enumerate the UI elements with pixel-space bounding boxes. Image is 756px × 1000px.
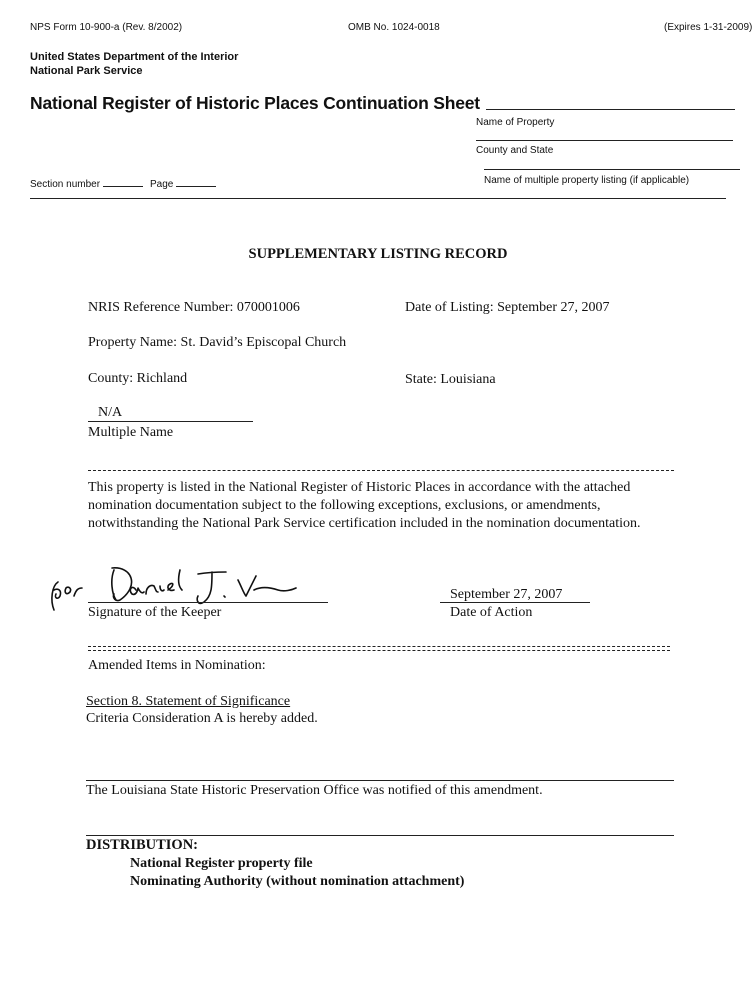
omb-number: OMB No. 1024-0018 bbox=[348, 22, 440, 33]
page-title: National Register of Historic Places Continuation Sheet bbox=[30, 93, 480, 113]
multiple-name-line bbox=[88, 421, 253, 422]
multiple-name-label: Multiple Name bbox=[88, 425, 174, 440]
multiple-listing-line bbox=[484, 169, 740, 170]
section-number-label: Section number bbox=[30, 179, 101, 190]
service-name: National Park Service bbox=[30, 65, 143, 77]
form-number: NPS Form 10-900-a (Rev. 8/2002) bbox=[30, 22, 183, 33]
dashed-divider bbox=[88, 470, 674, 471]
double-divider-bottom bbox=[88, 650, 670, 651]
nris-reference-number: NRIS Reference Number: 070001006 bbox=[88, 300, 300, 315]
distribution-heading: DISTRIBUTION: bbox=[86, 837, 198, 853]
department-name: United States Department of the Interior bbox=[30, 51, 239, 63]
expiration-date: (Expires 1-31-2009) bbox=[664, 22, 753, 33]
listing-statement: This property is listed in the National Register of Historic Places in accordance with the attached nomination documentation subject to the following exceptions, exclusions, or amendments, notwithstanding the National Park Service certification included in the nomination documentation. bbox=[88, 480, 641, 531]
header-divider bbox=[30, 198, 726, 199]
multiple-name-value: N/A bbox=[98, 405, 123, 420]
county-state-line bbox=[476, 140, 733, 141]
notification-line bbox=[86, 780, 674, 781]
action-date-line bbox=[440, 602, 590, 603]
date-of-listing: Date of Listing: September 27, 2007 bbox=[405, 300, 610, 315]
county-and-state-label: County and State bbox=[476, 145, 554, 156]
notification-text: The Louisiana State Historic Preservation Office was notified of this amendment. bbox=[86, 783, 543, 798]
action-date: September 27, 2007 bbox=[450, 587, 563, 602]
section-number-field bbox=[30, 176, 143, 190]
distribution-item: National Register property file bbox=[130, 856, 313, 871]
section-heading: Section 8. Statement of Significance bbox=[86, 694, 291, 709]
distribution-line bbox=[86, 835, 674, 836]
amended-items-label: Amended Items in Nomination: bbox=[88, 658, 266, 673]
page-field bbox=[150, 176, 216, 190]
section-text: Criteria Consideration A is hereby added. bbox=[86, 711, 318, 726]
section-number-blank bbox=[103, 176, 143, 187]
page-label: Page bbox=[150, 179, 174, 190]
multiple-listing-label: Name of multiple property listing (if applicable) bbox=[484, 175, 690, 186]
name-of-property-label: Name of Property bbox=[476, 117, 555, 128]
property-name: Property Name: St. David’s Episcopal Church bbox=[88, 335, 347, 350]
double-divider-top bbox=[88, 646, 670, 647]
signature-line bbox=[88, 602, 328, 603]
page-blank bbox=[176, 176, 216, 187]
property-name-line bbox=[486, 109, 735, 110]
date-of-action-label: Date of Action bbox=[450, 605, 533, 620]
state: State: Louisiana bbox=[405, 372, 496, 387]
signature-label: Signature of the Keeper bbox=[88, 605, 222, 620]
distribution-item: Nominating Authority (without nomination attachment) bbox=[130, 874, 465, 889]
county: County: Richland bbox=[88, 371, 188, 386]
record-heading: SUPPLEMENTARY LISTING RECORD bbox=[248, 246, 508, 262]
